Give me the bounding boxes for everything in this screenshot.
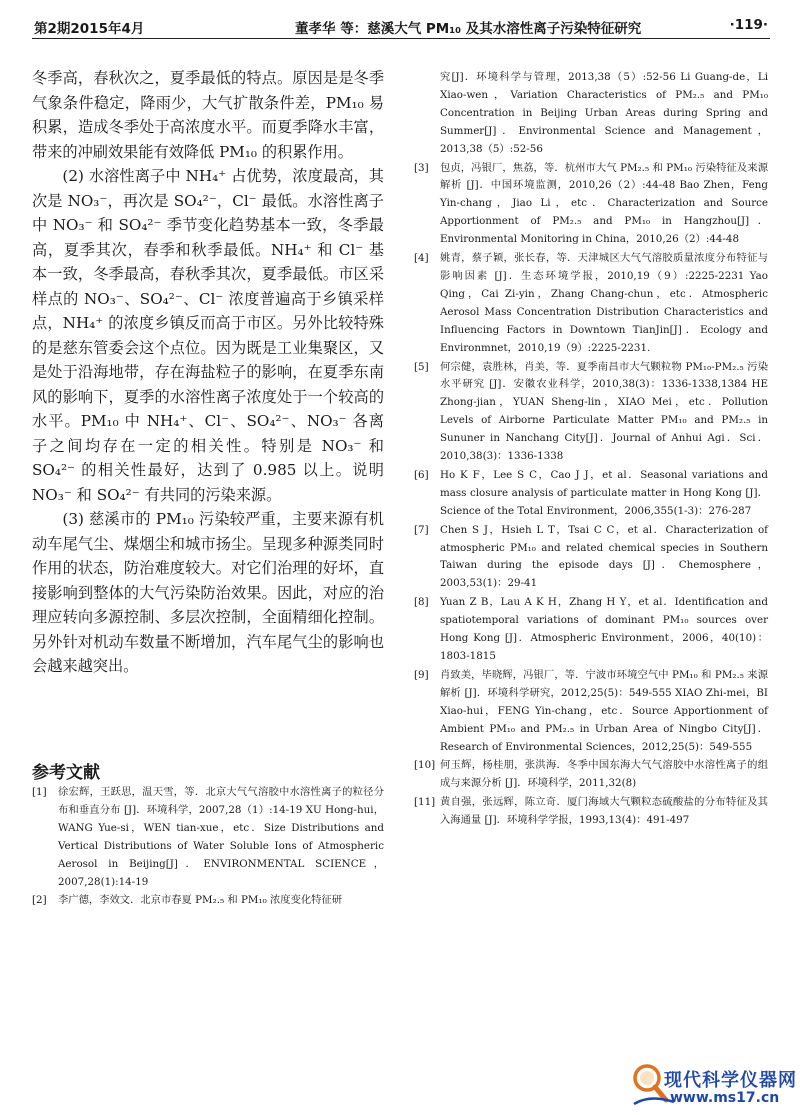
- reference-number: [9]: [414, 668, 429, 681]
- running-title: 董孝华 等：慈溪大气 PM₁₀ 及其水溶性离子污染特征研究: [295, 21, 642, 37]
- running-header: [32, 14, 770, 39]
- references-heading: 参考文献: [32, 763, 100, 783]
- journal-issue: 第2期2015年4月: [34, 21, 145, 37]
- references-right-column: [414, 69, 768, 831]
- watermark-url: www.ms17.cn: [670, 1090, 780, 1106]
- reference-item: [414, 667, 768, 757]
- reference-item: [414, 522, 768, 594]
- reference-number: [7]: [414, 523, 429, 536]
- reference-number: [11]: [414, 796, 436, 809]
- reference-item: [32, 784, 384, 891]
- reference-text: 包贞，冯银厂，焦荔，等．杭州市大气 PM₂.₅ 和 PM₁₀ 污染特征及来源解析 [J]．中国环境监测，2010,26（2）:44-48 Bao Zhen，Feng Yin-chang，Jiao Li，etc．Characterization and Source Apportionment of PM₂.₅ and PM₁₀ in Hangzhou[J]．Environmental Monitoring in China，2010,26（2）:44-48: [440, 161, 768, 246]
- reference-number: [3]: [414, 161, 429, 174]
- reference-number: [8]: [414, 596, 429, 609]
- conclusion-paragraph-2: (2) 水溶性离子中 NH₄⁺ 占优势，浓度最高，其次是 NO₃⁻，再次是 SO₄²⁻，Cl⁻ 最低。水溶性离子中 NO₃⁻ 和 SO₄²⁻ 季节变化趋势基本一致，冬季最高，夏季其次，春季和秋季最低。NH₄⁺ 和 Cl⁻ 基本一致，冬季最高，春秋季其次，夏季最低。市区采样点的 NO₃⁻、SO₄²⁻、Cl⁻ 浓度普遍高于乡镇采样点，NH₄⁺ 的浓度乡镇反而高于市区。另外比较特殊的是慈东管委会这个点位。因为既是工业集聚区，又是处于沿海地带，存在海盐粒子的影响，在夏季东南风的影响下，夏季的水溶性离子浓度处于一个较高的水平。PM₁₀ 中 NH₄⁺、Cl⁻、SO₄²⁻、NO₃⁻ 各离子之间均存在一定的相关性。特别是 NO₃⁻ 和 SO₄²⁻ 的相关性最好，达到了 0.985 以上。说明 NO₃⁻ 和 SO₄²⁻ 有共同的污染来源。: [32, 167, 384, 504]
- watermark-site-name: 现代科学仪器网: [664, 1070, 797, 1091]
- reference-2-continuation: 究[J]．环境科学与管理，2013,38（5）:52-56 Li Guang-de，Li Xiao-wen，Variation Characteristics of PM₂.₅ and PM₁₀ Concentration in Beijing Urban Areas during Spring and Summer[J]．Environmental Science and Management，2013,38（5）:52-56: [440, 71, 768, 155]
- reference-text: 何宗健，袁胜林，肖美，等．夏季南昌市大气颗粒物 PM₁₀-PM₂.₅ 污染水平研究 [J]．安徽农业科学，2010,38(3)：1336-1338,1384 HE Zhong-jian，YUAN Sheng-lin，XIAO Mei，etc．Pollution Levels of Airborne Particulate Matter PM₁₀ and PM₂.₅ in Sununer in Nanchang City[J]．Journal of Anhui Agi．Sci．2010,38(3)：1336-1338: [440, 360, 768, 463]
- page-number: ·119·: [729, 17, 768, 33]
- references-left-column: [32, 784, 384, 911]
- reference-item: [414, 794, 768, 830]
- reference-text: 李广德，李效文．北京市春夏 PM₂.₅ 和 PM₁₀ 浓度变化特征研: [58, 894, 343, 907]
- conclusion-paragraph-1: 冬季高，春秋次之，夏季最低的特点。原因是是冬季气象条件稳定，降雨少，大气扩散条件差，PM₁₀ 易积累，造成冬季处于高浓度水平。而夏季降水丰富，带来的冲刷效果能有效降低 PM₁₀ 的积累作用。: [32, 69, 384, 161]
- reference-item: [414, 250, 768, 357]
- reference-number: [4]: [414, 252, 429, 265]
- reference-text: Ho K F，Lee S C，Cao J J，et al．Seasonal variations and mass closure analysis of particulate matter in Hong Kong [J]．Science of the Total Environment，2006,355(1-3)：276-287: [440, 468, 768, 517]
- watermark-logo: [630, 1058, 800, 1114]
- reference-number: [6]: [414, 468, 429, 481]
- reference-text: 徐宏辉，王跃思，温天雪，等．北京大气气溶胶中水溶性离子的粒径分布和垂直分布 [J]．环境科学，2007,28（1）:14-19 XU Hong-hui，WANG Yue-si，WEN tian-xue，etc．Size Distributions and Vertical Distributions of Water Soluble Ions of Atmospheric Aerosol in Beijing[J]．ENVIRONMENTAL SCIENCE，2007,28(1):14-19: [58, 786, 384, 888]
- reference-text: 肖致美，毕晓辉，冯银厂，等．宁波市环境空气中 PM₁₀ 和 PM₂.₅ 来源解析 [J]．环境科学研究，2012,25(5)：549-555 XIAO Zhi-mei，BI Xiao-hui，FENG Yin-chang，etc．Source Apportionment of Ambient PM₁₀ and PM₂.₅ in Urban Area of Ningbo City[J]．Research of Environmental Sciences，2012,25(5)：549-555: [440, 668, 768, 753]
- reference-number: [5]: [414, 360, 429, 373]
- reference-text: 何玉辉，杨桂朋，张洪海．冬季中国东海大气气溶胶中水溶性离子的组成与来源分析 [J]．环境科学，2011,32(8): [440, 759, 768, 790]
- reference-number: [2]: [32, 894, 47, 907]
- reference-item: [414, 467, 768, 521]
- reference-text: 姚青，蔡子颖，张长春，等．天津城区大气气溶胶质量浓度分布特征与影响因素 [J]．生态环境学报，2010,19（9）:2225-2231 Yao Qing，Cai Zi-yin，Zhang Chang-chun，etc．Atmospheric Aerosol Mass Concentration Distribution Characteristics and Influencing Factors in Downtown TianJin[J]．Ecology and Environmnet，2010,19（9）:2225-2231.: [440, 252, 768, 354]
- reference-item: [414, 160, 768, 250]
- reference-item: [414, 757, 768, 793]
- reference-item: [414, 594, 768, 666]
- reference-number: [1]: [32, 786, 47, 798]
- reference-text: 黄自强，张远辉，陈立奇．厦门海域大气颗粒态硫酸盐的分布特征及其入海通量 [J]．环境科学学报，1993,13(4)：491-497: [440, 796, 768, 827]
- reference-text: Yuan Z B，Lau A K H，Zhang H Y，et al．Identification and spatiotemporal variations of dominant PM₁₀ sources over Hong Kong [J]．Atmospheric Environment，2006，40(10)：1803-1815: [440, 596, 768, 662]
- reference-item: [32, 892, 384, 910]
- conclusion-paragraph-3: (3) 慈溪市的 PM₁₀ 污染较严重，主要来源有机动车尾气尘、煤烟尘和城市扬尘。呈现多种源类同时作用的状态，防治难度较大。对它们治理的好坏，直接影响到整体的大气污染防治效果。因此，对应的治理应转向多源控制、多层次控制，全面精细化控制。另外针对机动车数量不断增加，汽车尾气尘的影响也会越来越突出。: [32, 510, 384, 675]
- reference-item: [414, 359, 768, 466]
- reference-text: Chen S J，Hsieh L T，Tsai C C，et al．Characterization of atmospheric PM₁₀ and related chemical species in Southern Taiwan during the episode days [J]．Chemosphere，2003,53(1)：29-41: [440, 523, 768, 590]
- conclusion-text: [32, 66, 384, 679]
- reference-number: [10]: [414, 759, 436, 772]
